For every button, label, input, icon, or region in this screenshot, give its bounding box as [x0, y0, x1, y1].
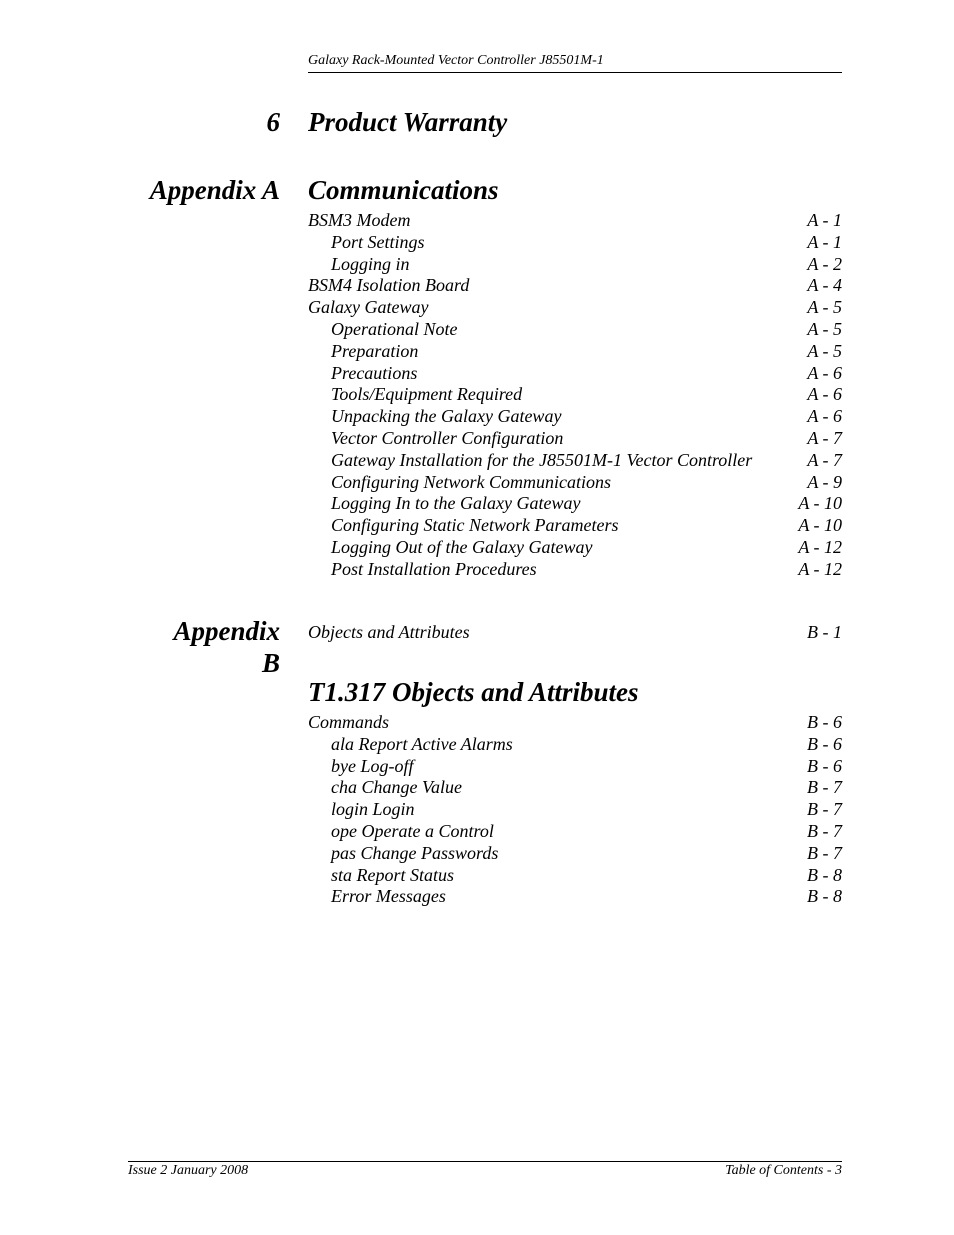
toc-entry-page: A - 6 — [807, 362, 842, 383]
toc-entry[interactable] — [308, 821, 842, 843]
toc-entry[interactable] — [308, 515, 842, 537]
toc-entry[interactable] — [308, 537, 842, 559]
toc-entry-page: B - 7 — [807, 777, 842, 798]
toc-entry-text: cha Change Value — [331, 777, 462, 798]
toc-entry[interactable] — [308, 232, 842, 254]
toc-entry[interactable] — [308, 777, 842, 799]
appendix-a-entries — [308, 210, 842, 581]
toc-entry-text: Precautions — [331, 362, 418, 383]
toc-entry-text: pas Change Passwords — [331, 842, 499, 863]
toc-entry[interactable] — [308, 493, 842, 515]
toc-entry[interactable] — [308, 275, 842, 297]
appendix-b-label-line2: B — [261, 648, 280, 678]
toc-entry-text: sta Report Status — [331, 864, 455, 885]
appendix-b-entries — [308, 712, 842, 908]
toc-entry-text: Commands — [308, 712, 390, 732]
toc-entry-page: A - 5 — [807, 340, 842, 361]
toc-entry-text: ala Report Active Alarms — [331, 733, 513, 754]
footer-rule — [128, 1161, 842, 1162]
toc-entry-page: A - 7 — [807, 427, 842, 448]
toc-entry-text: bye Log-off — [331, 755, 414, 776]
toc-entry-text: Logging Out of the Galaxy Gateway — [331, 536, 593, 557]
toc-entry[interactable] — [308, 363, 842, 385]
toc-entry-text: Configuring Network Communications — [331, 471, 612, 492]
toc-entry[interactable] — [308, 843, 842, 865]
toc-entry-page: B - 7 — [807, 799, 842, 820]
toc-entry[interactable] — [308, 712, 842, 734]
toc-entry[interactable] — [308, 210, 842, 232]
toc-entry[interactable] — [308, 254, 842, 276]
toc-entry-page: A - 12 — [798, 536, 842, 557]
toc-entry-page: A - 2 — [807, 253, 842, 274]
toc-entry-page: B - 7 — [807, 820, 842, 841]
toc-entry-page: A - 10 — [798, 515, 842, 536]
toc-entry[interactable] — [308, 450, 842, 472]
toc-entry-text: Post Installation Procedures — [331, 558, 537, 579]
toc-entry[interactable] — [308, 559, 842, 581]
toc-entry-text: Error Messages — [331, 886, 446, 907]
toc-entry-page: B - 7 — [807, 842, 842, 863]
section-6-title: Product Warranty — [308, 107, 508, 137]
toc-entry[interactable] — [308, 297, 842, 319]
toc-entry-text: BSM4 Isolation Board — [308, 275, 470, 296]
section-6-number: 6 — [266, 107, 280, 137]
running-header: Galaxy Rack-Mounted Vector Controller J85501M-1 — [308, 53, 604, 68]
toc-entry-page: A - 1 — [807, 231, 842, 252]
toc-entry-page: B - 6 — [807, 755, 842, 776]
toc-entry-page: A - 6 — [807, 384, 842, 405]
toc-entry-page: B - 8 — [807, 886, 842, 907]
appendix-b-title: T1.317 Objects and Attributes — [308, 677, 639, 707]
appendix-b-first-entry — [308, 622, 842, 644]
toc-entry[interactable] — [308, 384, 842, 406]
appendix-a-label: Appendix A — [149, 175, 280, 205]
toc-entry[interactable] — [308, 428, 842, 450]
toc-entry[interactable] — [308, 406, 842, 428]
toc-entry-page: B - 6 — [807, 733, 842, 754]
toc-entry-page: A - 4 — [807, 275, 842, 296]
toc-entry[interactable] — [308, 622, 842, 644]
toc-entry-page: A - 5 — [807, 297, 842, 318]
toc-entry-text: Objects and Attributes — [308, 622, 470, 642]
toc-entry[interactable] — [308, 865, 842, 887]
toc-entry-text: login Login — [331, 799, 415, 820]
toc-entry[interactable] — [308, 319, 842, 341]
toc-entry[interactable] — [308, 472, 842, 494]
appendix-a-title: Communications — [308, 175, 499, 205]
toc-entry-page: A - 5 — [807, 318, 842, 339]
toc-entry-text: Logging In to the Galaxy Gateway — [331, 493, 581, 514]
toc-entry-text: Galaxy Gateway — [308, 297, 429, 318]
footer-issue: Issue 2 January 2008 — [128, 1163, 249, 1178]
toc-entry-text: Logging in — [331, 253, 410, 274]
toc-entry-text: Vector Controller Configuration — [331, 427, 564, 448]
toc-entry[interactable] — [308, 756, 842, 778]
toc-entry-text: Unpacking the Galaxy Gateway — [331, 406, 562, 427]
footer-page-label: Table of Contents - 3 — [725, 1163, 842, 1178]
toc-entry-text: Tools/Equipment Required — [331, 384, 523, 405]
toc-entry-text: ope Operate a Control — [331, 820, 494, 841]
toc-entry-text: Operational Note — [331, 318, 458, 339]
header-rule — [308, 72, 842, 73]
toc-entry[interactable] — [308, 886, 842, 908]
toc-entry-text: BSM3 Modem — [308, 210, 411, 230]
toc-entry-text: Preparation — [331, 340, 419, 361]
toc-entry[interactable] — [308, 341, 842, 363]
toc-entry-page: A - 7 — [807, 449, 842, 470]
toc-entry-page: B - 6 — [807, 712, 842, 732]
appendix-b-label-line1: Appendix — [173, 616, 280, 646]
toc-entry-page: A - 1 — [807, 210, 842, 230]
toc-entry-text: Gateway Installation for the J85501M-1 Vector Controller — [331, 449, 753, 470]
toc-entry-page: A - 12 — [798, 558, 842, 579]
toc-entry-page: A - 9 — [807, 471, 842, 492]
toc-entry-page: B - 8 — [807, 864, 842, 885]
toc-entry-text: Configuring Static Network Parameters — [331, 515, 619, 536]
toc-entry[interactable] — [308, 734, 842, 756]
toc-entry-page: A - 10 — [798, 493, 842, 514]
toc-entry-text: Port Settings — [331, 231, 425, 252]
toc-entry-page: A - 6 — [807, 406, 842, 427]
toc-entry[interactable] — [308, 799, 842, 821]
toc-entry-page: B - 1 — [807, 622, 842, 642]
